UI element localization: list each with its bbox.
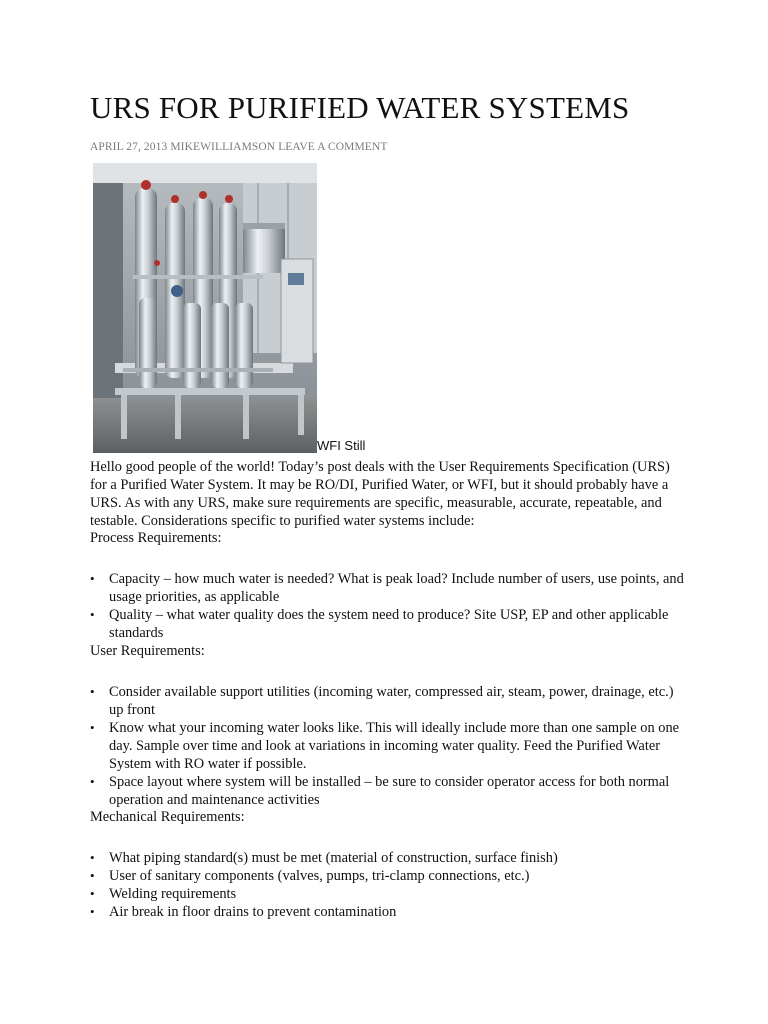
list-item: • Air break in floor drains to prevent contamination bbox=[90, 903, 690, 921]
list-item: • Space layout where system will be installed – be sure to consider operator access for both normal operation and maintenance activities bbox=[90, 773, 690, 809]
wfi-still-photo bbox=[93, 163, 317, 453]
list-item: • User of sanitary components (valves, pumps, tri-clamp connections, etc.) bbox=[90, 867, 690, 885]
post-meta bbox=[90, 141, 387, 153]
list-item: • Welding requirements bbox=[90, 885, 690, 903]
list-item: • Capacity – how much water is needed? What is peak load? Include number of users, use points, and usage priorities, as applicable bbox=[90, 570, 690, 606]
image-caption: WFI Still bbox=[317, 438, 366, 453]
leave-comment-link[interactable]: LEAVE A COMMENT bbox=[278, 141, 388, 153]
post-date[interactable]: APRIL 27, 2013 bbox=[90, 141, 168, 153]
list-item: • Quality – what water quality does the system need to produce? Site USP, EP and other applicable standards bbox=[90, 606, 690, 642]
section-heading-mechanical: Mechanical Requirements: bbox=[90, 809, 245, 825]
section-heading-user: User Requirements: bbox=[90, 643, 205, 659]
mechanical-requirements-list bbox=[90, 849, 690, 921]
list-item: • Know what your incoming water looks like. This will ideally include more than one sample on one day. Sample over time and look at variations in incoming water quality. Feed the Purified Water System with RO water if possible. bbox=[90, 719, 690, 773]
post-title: URS FOR PURIFIED WATER SYSTEMS bbox=[90, 90, 630, 125]
list-item: • What piping standard(s) must be met (material of construction, surface finish) bbox=[90, 849, 690, 867]
process-requirements-list bbox=[90, 570, 690, 642]
post-author[interactable]: MIKEWILLIAMSON bbox=[170, 141, 276, 153]
intro-paragraph bbox=[90, 458, 680, 530]
user-requirements-list bbox=[90, 683, 690, 809]
intro-text: Hello good people of the world! Today’s post deals with the User Requirements Specification (URS) for a Purified Water System. It may be RO/DI, Purified Water, or WFI, but it should probably have a URS. As with any URS, make sure requirements are specific, measurable, accurate, repeatable, and testable. Considerations specific to purified water systems include: bbox=[90, 459, 670, 529]
section-heading-process: Process Requirements: bbox=[90, 530, 222, 546]
list-item: • Consider available support utilities (incoming water, compressed air, steam, power, drainage, etc.) up front bbox=[90, 683, 690, 719]
